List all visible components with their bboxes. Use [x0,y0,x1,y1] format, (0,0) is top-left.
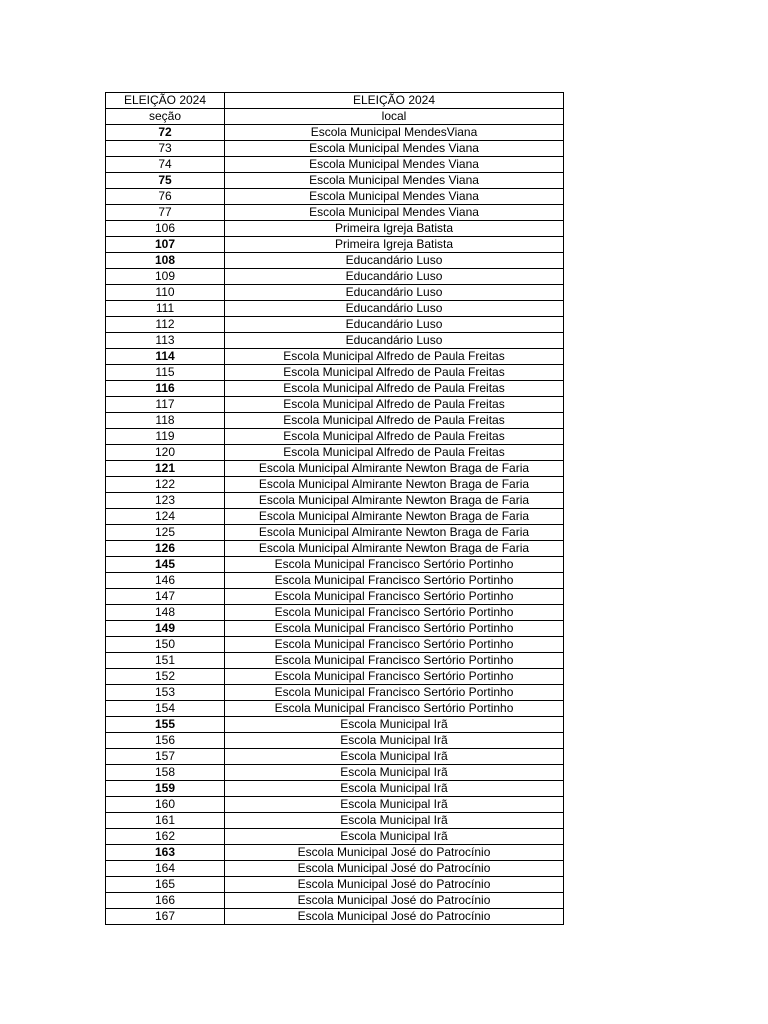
polling-location-cell: Escola Municipal Almirante Newton Braga de Faria [225,493,564,509]
section-number-cell: 77 [106,205,225,221]
table-row [106,349,564,365]
table-row [106,477,564,493]
section-number-cell: 113 [106,333,225,349]
table-row [106,445,564,461]
table-row [106,637,564,653]
table-row [106,381,564,397]
table-row [106,573,564,589]
section-number-cell: 156 [106,733,225,749]
polling-location-cell: Escola Municipal José do Patrocínio [225,893,564,909]
section-number-cell: 75 [106,173,225,189]
section-number-cell: 151 [106,653,225,669]
table-row [106,557,564,573]
section-number-cell: 76 [106,189,225,205]
table-row [106,365,564,381]
section-number-cell: 121 [106,461,225,477]
table-body [106,93,564,925]
table-row [106,733,564,749]
polling-location-cell: Educandário Luso [225,253,564,269]
table-row [106,237,564,253]
polling-location-cell: Educandário Luso [225,317,564,333]
polling-location-cell: Escola Municipal José do Patrocínio [225,861,564,877]
section-number-cell: 162 [106,829,225,845]
polling-location-cell: Escola Municipal Irã [225,813,564,829]
polling-location-cell: Escola Municipal Francisco Sertório Portinho [225,685,564,701]
section-number-cell: 124 [106,509,225,525]
section-number-cell: 146 [106,573,225,589]
table-row [106,621,564,637]
polling-location-cell: Escola Municipal Mendes Viana [225,141,564,157]
section-number-cell: 154 [106,701,225,717]
section-number-cell: 161 [106,813,225,829]
table-row [106,525,564,541]
polling-location-cell: Escola Municipal Mendes Viana [225,173,564,189]
section-number-cell: 123 [106,493,225,509]
table-row [106,813,564,829]
polling-location-cell: Primeira Igreja Batista [225,237,564,253]
polling-location-cell: Escola Municipal Irã [225,781,564,797]
section-number-cell: 108 [106,253,225,269]
section-number-cell: 115 [106,365,225,381]
table-row [106,845,564,861]
polling-location-cell: Escola Municipal Mendes Viana [225,189,564,205]
polling-location-cell: Escola Municipal Mendes Viana [225,205,564,221]
polling-location-cell: Escola Municipal Francisco Sertório Portinho [225,557,564,573]
section-number-cell: 107 [106,237,225,253]
table-row [106,301,564,317]
table-row [106,253,564,269]
header-row-title [106,93,564,109]
section-number-cell: 72 [106,125,225,141]
polling-location-cell: Escola Municipal Alfredo de Paula Freitas [225,349,564,365]
table-row [106,685,564,701]
section-number-cell: 114 [106,349,225,365]
table-row [106,797,564,813]
polling-location-cell: Escola Municipal Almirante Newton Braga de Faria [225,509,564,525]
header-cell-local: local [225,109,564,125]
polling-location-cell: Escola Municipal José do Patrocínio [225,845,564,861]
table-row [106,493,564,509]
section-number-cell: 106 [106,221,225,237]
section-number-cell: 150 [106,637,225,653]
section-number-cell: 148 [106,605,225,621]
table-row [106,221,564,237]
section-number-cell: 155 [106,717,225,733]
polling-location-cell: Escola Municipal Almirante Newton Braga de Faria [225,525,564,541]
polling-location-cell: Escola Municipal Irã [225,749,564,765]
section-number-cell: 120 [106,445,225,461]
table-row [106,189,564,205]
polling-location-cell: Escola Municipal Alfredo de Paula Freitas [225,381,564,397]
section-number-cell: 118 [106,413,225,429]
table-row [106,877,564,893]
polling-location-cell: Escola Municipal Francisco Sertório Portinho [225,589,564,605]
table-row [106,269,564,285]
section-number-cell: 158 [106,765,225,781]
section-number-cell: 126 [106,541,225,557]
table-row [106,285,564,301]
polling-location-cell: Educandário Luso [225,269,564,285]
table-row [106,589,564,605]
table-row [106,205,564,221]
polling-location-cell: Escola Municipal Irã [225,733,564,749]
section-number-cell: 119 [106,429,225,445]
polling-location-cell: Escola Municipal Francisco Sertório Portinho [225,701,564,717]
polling-location-cell: Escola Municipal Alfredo de Paula Freitas [225,445,564,461]
table-row [106,909,564,925]
table-row [106,125,564,141]
polling-location-cell: Escola Municipal Almirante Newton Braga de Faria [225,477,564,493]
polling-location-cell: Escola Municipal Francisco Sertório Portinho [225,653,564,669]
section-number-cell: 159 [106,781,225,797]
section-number-cell: 111 [106,301,225,317]
polling-location-cell: Escola Municipal Francisco Sertório Portinho [225,573,564,589]
section-number-cell: 122 [106,477,225,493]
polling-location-cell: Escola Municipal Francisco Sertório Portinho [225,605,564,621]
section-number-cell: 163 [106,845,225,861]
polling-location-cell: Escola Municipal Irã [225,765,564,781]
section-number-cell: 73 [106,141,225,157]
section-number-cell: 153 [106,685,225,701]
polling-location-cell: Escola Municipal Alfredo de Paula Freitas [225,365,564,381]
polling-location-cell: Escola Municipal Almirante Newton Braga de Faria [225,541,564,557]
polling-location-cell: Escola Municipal Alfredo de Paula Freitas [225,429,564,445]
header-row-columns [106,109,564,125]
table-row [106,717,564,733]
table-row [106,893,564,909]
table-row [106,509,564,525]
table-row [106,829,564,845]
polling-location-cell: Escola Municipal José do Patrocínio [225,909,564,925]
section-number-cell: 147 [106,589,225,605]
section-number-cell: 110 [106,285,225,301]
section-number-cell: 117 [106,397,225,413]
header-cell-secao: seção [106,109,225,125]
polling-location-cell: Educandário Luso [225,301,564,317]
section-number-cell: 74 [106,157,225,173]
section-number-cell: 164 [106,861,225,877]
section-number-cell: 166 [106,893,225,909]
section-number-cell: 145 [106,557,225,573]
polling-location-cell: Escola Municipal Alfredo de Paula Freitas [225,397,564,413]
polling-location-cell: Escola Municipal Francisco Sertório Portinho [225,637,564,653]
header-cell-local-title: ELEIÇÃO 2024 [225,93,564,109]
table-row [106,141,564,157]
table-row [106,541,564,557]
table-row [106,653,564,669]
table-row [106,861,564,877]
table-row [106,157,564,173]
polling-location-cell: Primeira Igreja Batista [225,221,564,237]
section-number-cell: 149 [106,621,225,637]
polling-location-cell: Escola Municipal Francisco Sertório Portinho [225,621,564,637]
table-row [106,317,564,333]
polling-location-cell: Escola Municipal José do Patrocínio [225,877,564,893]
table-row [106,413,564,429]
section-number-cell: 160 [106,797,225,813]
section-number-cell: 165 [106,877,225,893]
table-row [106,749,564,765]
polling-location-cell: Escola Municipal Irã [225,829,564,845]
polling-location-cell: Escola Municipal Mendes Viana [225,157,564,173]
section-number-cell: 157 [106,749,225,765]
polling-location-cell: Educandário Luso [225,333,564,349]
polling-location-cell: Educandário Luso [225,285,564,301]
table-row [106,605,564,621]
polling-location-cell: Escola Municipal MendesViana [225,125,564,141]
table-row [106,333,564,349]
polling-location-cell: Escola Municipal Irã [225,717,564,733]
table-row [106,701,564,717]
polling-location-cell: Escola Municipal Francisco Sertório Portinho [225,669,564,685]
table-row [106,429,564,445]
election-sections-table [105,92,564,925]
polling-location-cell: Escola Municipal Alfredo de Paula Freitas [225,413,564,429]
section-number-cell: 109 [106,269,225,285]
polling-location-cell: Escola Municipal Almirante Newton Braga de Faria [225,461,564,477]
polling-location-cell: Escola Municipal Irã [225,797,564,813]
section-number-cell: 167 [106,909,225,925]
table-row [106,669,564,685]
header-cell-section-title: ELEIÇÃO 2024 [106,93,225,109]
section-number-cell: 125 [106,525,225,541]
section-number-cell: 152 [106,669,225,685]
table-row [106,173,564,189]
table-row [106,765,564,781]
section-number-cell: 116 [106,381,225,397]
table-row [106,781,564,797]
table-row [106,461,564,477]
table-row [106,397,564,413]
section-number-cell: 112 [106,317,225,333]
